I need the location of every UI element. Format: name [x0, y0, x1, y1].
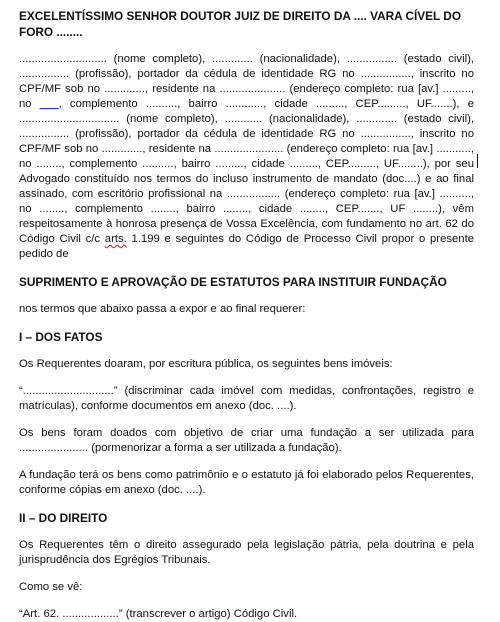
action-title: SUPRIMENTO E APROVAÇÃO DE ESTATUTOS PARA INSTITUIR FUNDAÇÃO: [19, 275, 447, 289]
direito-paragraph-1: Os Requerentes têm o direito assegurado pela legislação pátria, pela doutrina e pela jurisprudência dos Egrégios Tribunais.: [19, 539, 474, 566]
text-cursor: [477, 154, 478, 168]
intro-text-b: , complemento .........., bairro ............, cidade ........., CEP........., UF.......), e ................................ (nome completo), ............ (nacionalidade), ............. (estado civil), ................ (profissão), portador da cédula de identidade RG no ................, inscrito no CPF/MF sob no ............., residente na ...................... (endereço completo: rua [av.] ..........., no ........, complemento .........., bairro ........., cidade ........., CEP........., UF........), por seu Advogado constituído nos termos do incluso instrumento de mandato (doc....) e ao final assinado, com escritório profissional na ................. (endereço completo: rua [av.] .........., no ........, complemento ........, bairro ........, cidade ........, CEP......., UF ........), vêm respeitosamente à honrosa presença de Vossa Excelência, com fundamento no art. 62 do Código Civil c/c: [19, 98, 474, 245]
intro-text-c: 1.199 e seguintes do Código de Processo Civil propor o presente pedido de: [19, 233, 474, 260]
spellcheck-word: arts.: [104, 233, 127, 245]
spacer: [19, 456, 474, 468]
fatos-paragraph-4: A fundação terá os bens como patrimônio e o estatuto já foi elaborado pelos Requerentes, conforme cópias em anexo (doc. ....).: [19, 469, 474, 496]
fatos-paragraph-3: Os bens foram doados com objetivo de criar uma fundação a ser utilizada para ...................... (pormenorizar a forma a ser utilizada a fundação).: [19, 427, 474, 454]
spacer: [19, 498, 474, 510]
section-title-fatos: I – DOS FATOS: [19, 330, 103, 344]
request-line: nos termos que abaixo passa a expor e ao final requerer:: [19, 303, 306, 315]
intro-paragraph: [19, 52, 474, 262]
spacer: [19, 414, 474, 426]
intro-placeholder-link[interactable]: ___: [39, 98, 59, 110]
fatos-paragraph-2: “.............................” (discriminar cada imóvel com medidas, confrontações, registro e matrículas), conforme documentos em anexo (doc. ....).: [19, 385, 474, 412]
spacer: [19, 40, 474, 52]
document-body: [19, 8, 474, 622]
fatos-paragraph-1: Os Requerentes doaram, por escritura pública, os seguintes bens imóveis:: [19, 358, 393, 370]
spacer: [19, 526, 474, 538]
spacer: [19, 262, 474, 274]
section-title-direito: II – DO DIREITO: [19, 511, 108, 525]
spacer: [19, 290, 474, 302]
direito-paragraph-3: “Art. 62. ..................” (transcrever o artigo) Código Civil.: [19, 608, 298, 620]
direito-paragraph-2: Como se vê:: [19, 581, 83, 593]
spacer: [19, 372, 474, 384]
intro-text-a: ............................ (nome completo), ............. (nacionalidade), ................ (estado civil), ................ (profissão), portador da cédula de identidade RG no ................, inscrito no CPF/MF sob no ............., residente na ..................... (endereço completo: rua [av.] ........., no: [19, 53, 474, 110]
spacer: [19, 345, 474, 357]
spacer: [19, 317, 474, 329]
spacer: [19, 568, 474, 580]
spacer: [19, 595, 474, 607]
document-title: EXCELENTÍSSIMO SENHOR DOUTOR JUIZ DE DIREITO DA .... VARA CÍVEL DO FORO ........: [19, 9, 461, 39]
